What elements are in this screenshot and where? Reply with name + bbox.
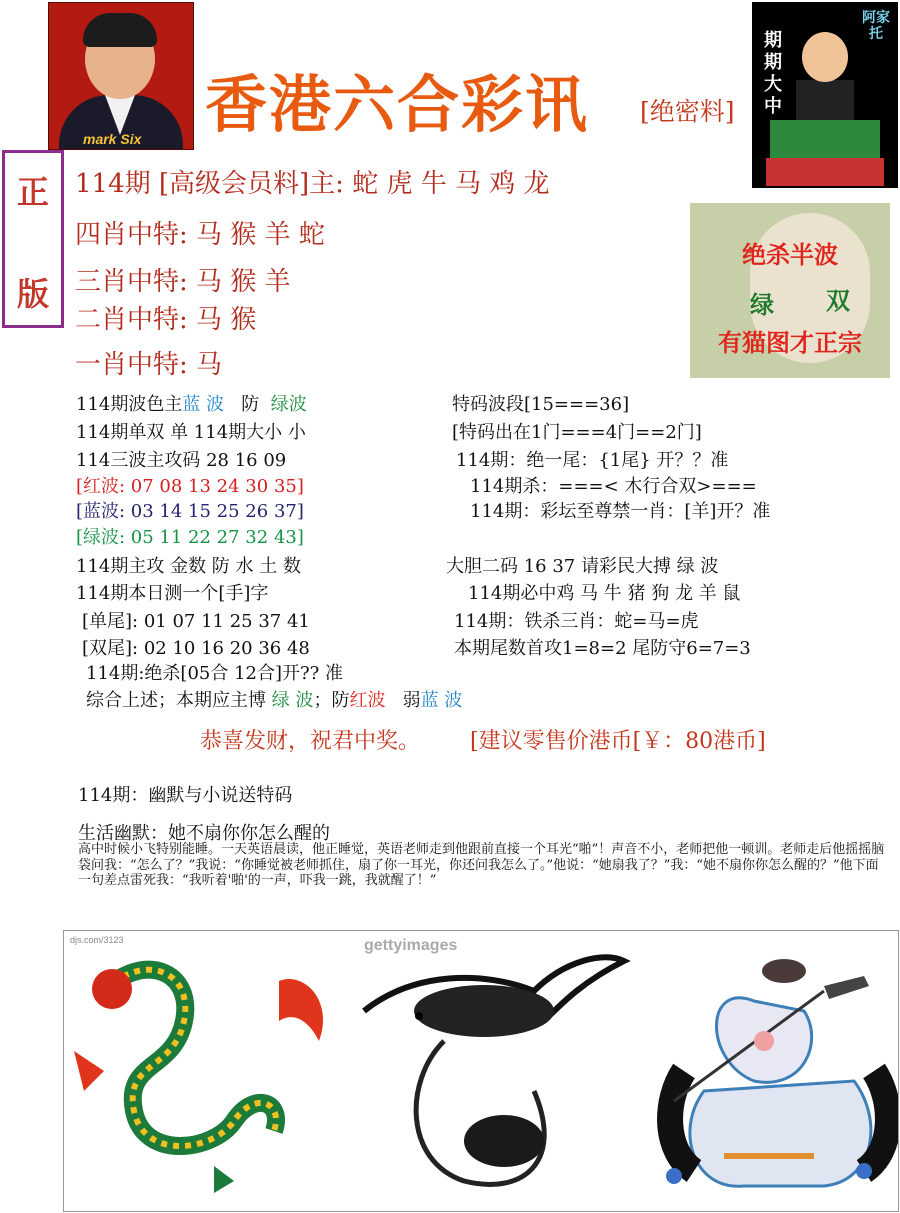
summary-red: 红波 [349, 690, 386, 711]
kill-three-line: 114期：铁杀三肖：蛇=马=虎 [454, 611, 699, 632]
single-tail-line: [单尾]: 01 07 11 25 37 41 [82, 611, 310, 632]
cartoon-image [752, 2, 898, 188]
red-wave-line: [红波: 07 08 13 24 30 35] [76, 476, 304, 497]
one-zodiac-line: 一肖中特: 马 [75, 350, 223, 380]
cat-caption-1: 绝杀半波 [742, 240, 838, 269]
bold-two-line: 大胆二码 16 37 请彩民大搏 绿 波 [446, 556, 719, 577]
cartoon-caption-left: 期期大中 [764, 30, 782, 117]
pig-illustration [666, 959, 888, 1186]
four-zodiac-line: 四肖中特: 马 猴 羊 蛇 [75, 220, 325, 250]
segment-line: 特码波段[15===36] [452, 394, 630, 415]
portrait-photo [48, 2, 194, 150]
authentic-edition-badge [2, 150, 64, 328]
zodiac-images [63, 930, 899, 1212]
watermark-getty: gettyimages [364, 937, 458, 954]
mark-six-logo: mark Six [83, 131, 142, 147]
dragon-illustration [74, 969, 323, 1193]
cartoon-caption-right: 阿家托 [862, 10, 890, 42]
kill-combo-line: 114期:绝杀[05合 12合]开?? 准 [86, 663, 344, 684]
word-test-line: 114期本日测一个[手]字 [76, 583, 269, 604]
double-tail-line: [双尾]: 02 10 16 20 36 48 [82, 638, 310, 659]
two-zodiac-line: 二肖中特: 马 猴 [75, 305, 257, 335]
wave-prefix: 114期波色主 [76, 394, 183, 415]
three-zodiac-line: 三肖中特: 马 猴 羊 [75, 267, 291, 297]
cat-caption-green: 绿 [750, 290, 774, 319]
green-wave-line: [绿波: 05 11 22 27 32 43] [76, 527, 304, 548]
cat-caption-3: 有猫图才正宗 [718, 328, 862, 357]
wave-blue: 蓝 波 [182, 394, 225, 415]
issue-main-line: 114期 [高级会员料]主: 蛇 虎 牛 马 鸡 龙 [75, 169, 550, 199]
story-title: 生活幽默：她不扇你你怎么醒的 [78, 823, 330, 844]
wave-mid: 防 [224, 394, 271, 415]
story-body: 高中时候小飞特别能睡。一天英语晨读，他正睡觉，英语老师走到他跟前直接一个耳光“啪”！声音不小，老师把他一顿训。老师走后他摇摇脑袋问我：“怎么了？”我说：“你睡觉被老师抓住，扇了你一耳光，你还问我怎么了。”他说：“她扇我了？”我：“她不扇你你怎么醒的？”他下面一句差点雷死我：“我听着'啪'的一声，吓我一跳，我就醒了！” [78, 842, 885, 888]
title-subtitle: [绝密料] [640, 97, 735, 126]
watermark-left: djs.com/3123 [70, 935, 124, 945]
odd-even-line: 114期单双 单 114期大小 小 [76, 422, 306, 443]
cat-image [690, 203, 890, 378]
must-hit-line: 114期必中鸡 马 牛 猪 狗 龙 羊 鼠 [468, 583, 741, 604]
wave-color-line [76, 390, 307, 416]
zodiac-illustrations [64, 931, 898, 1211]
congrats-text: 恭喜发财，祝君中奖。 [200, 729, 421, 754]
badge-char-2: 版 [16, 275, 49, 313]
wave-green: 绿波 [270, 394, 307, 415]
story-header: 114期：幽默与小说送特码 [78, 785, 293, 806]
badge-char-1: 正 [16, 173, 49, 211]
summary-mid: ；防 [313, 690, 350, 711]
gate-line: [特码出在1门===4门==2门] [452, 422, 702, 443]
tail-line: 114期：绝一尾：{1尾} 开？？准 [456, 450, 729, 471]
tail-attack-line: 本期尾数首攻1=8=2 尾防守6=7=3 [454, 638, 751, 659]
rabbit-illustration [364, 957, 624, 1184]
cat-caption-double: 双 [826, 286, 850, 315]
blue-wave-line: [蓝波: 03 14 15 25 26 37] [76, 501, 304, 522]
summary-green: 绿 波 [271, 690, 314, 711]
kill-line: 114期杀：===< 木行合双>=== [470, 476, 757, 497]
forbid-line: 114期：彩坛至尊禁一肖：[羊]开？准 [470, 501, 771, 522]
summary-line [86, 686, 462, 712]
summary-blue: 蓝 波 [420, 690, 463, 711]
three-wave-line: 114三波主攻码 28 16 09 [76, 450, 287, 471]
main-attack-line: 114期主攻 金数 防 水 土 数 [76, 556, 301, 577]
summary-weak: 弱 [385, 690, 421, 711]
summary-prefix: 综合上述；本期应主博 [86, 690, 272, 711]
page-title: 香港六合彩讯 [205, 68, 590, 141]
price-text: [建议零售价港币[￥：80港币] [470, 729, 766, 754]
